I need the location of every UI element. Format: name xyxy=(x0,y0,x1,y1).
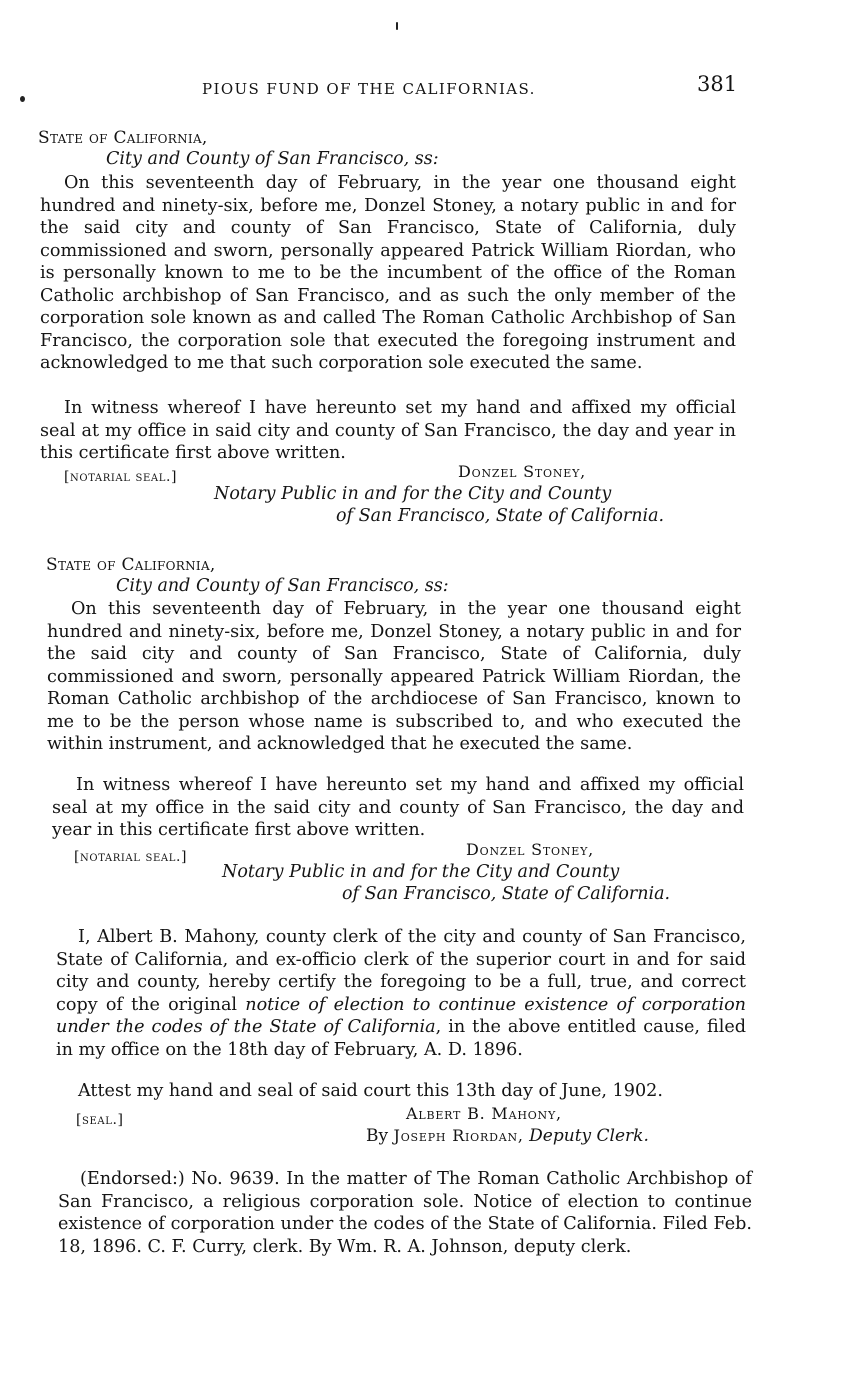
clerk-signature: Albert B. Mahony, xyxy=(406,1104,562,1123)
endorsement-paragraph: (Endorsed:) No. 9639. In the matter of The Roman Catholic Archbishop of San Francisco, a religious corporation sole. Notice of election to continue existence of corporation under the codes of the State of California. Filed Feb. 18, 1896. C. F. Curry, clerk. By Wm. R. A. Johnson, deputy clerk. xyxy=(58,1169,752,1257)
venue-state: State of California, xyxy=(38,128,208,148)
venue-county: City and County of San Francisco, ss: xyxy=(116,576,449,596)
deputy-name: Joseph Riordan, xyxy=(393,1126,524,1145)
deputy-signature-line xyxy=(366,1126,649,1146)
notary-signature: Donzel Stoney, xyxy=(458,462,587,481)
deputy-title: Deputy Clerk. xyxy=(523,1126,649,1146)
print-speck xyxy=(20,96,25,102)
venue-state: State of California, xyxy=(46,555,216,575)
venue-county: City and County of San Francisco, ss: xyxy=(106,149,439,169)
acknowledgment-paragraph: On this seventeenth day of February, in the year one thousand eight hundred and ninety-six, before me, Donzel Stoney, a notary public in and for the said city and county of San Francisco, State of California, duly commissioned and sworn, personally appeared Patrick William Riordan, the Roman Catholic archbishop of the archdiocese of San Francisco, known to me to be the person whose name is subscribed to, and who executed the within instrument, and acknowledged that he executed the same. xyxy=(47,599,741,754)
clerk-certification-text-end: , in the above entitled cause, filed in my office on the 18th day of February, A. D. 1896. xyxy=(56,1017,747,1060)
by-prefix: By xyxy=(366,1126,394,1146)
notice-title-italic: notice of election to continue existence of corporation under the codes of the State of California xyxy=(56,994,746,1037)
notary-signature: Donzel Stoney, xyxy=(466,840,595,859)
notary-title-line-2: of San Francisco, State of California. xyxy=(342,884,671,904)
notarial-seal-label: [notarial seal.] xyxy=(74,849,188,865)
clerk-certification-paragraph xyxy=(56,926,746,1061)
witness-paragraph: In witness whereof I have hereunto set my hand and affixed my official seal at my office in the said city and county of San Francisco, the day and year in this certificate first above written. xyxy=(52,775,744,840)
court-seal-label: [seal.] xyxy=(76,1112,124,1128)
notary-title-line-1: Notary Public in and for the City and County xyxy=(214,484,612,504)
print-speck xyxy=(396,22,398,30)
page-number: 381 xyxy=(697,72,738,96)
clerk-certification-text: I, Albert B. Mahony, county clerk of the city and county of San Francisco, State of California, and ex-officio clerk of the superior court in and for said city and county, hereby certify the foregoing to be a full, true, and correct copy of the original xyxy=(56,927,746,1015)
notarial-seal-label: [notarial seal.] xyxy=(64,469,178,485)
running-header-title: PIOUS FUND OF THE CALIFORNIAS. xyxy=(202,80,536,98)
attest-line: Attest my hand and seal of said court this 13th day of June, 1902. xyxy=(78,1081,663,1101)
notary-title-line-2: of San Francisco, State of California. xyxy=(336,506,665,526)
witness-paragraph: In witness whereof I have hereunto set my hand and affixed my official seal at my office in said city and county of San Francisco, the day and year in this certificate first above written. xyxy=(40,398,736,463)
notary-title-line-1: Notary Public in and for the City and County xyxy=(222,862,620,882)
acknowledgment-paragraph: On this seventeenth day of February, in the year one thousand eight hundred and ninety-six, before me, Donzel Stoney, a notary public in and for the said city and county of San Francisco, State of California, duly commissioned and sworn, personally appeared Patrick William Riordan, who is personally known to me to be the incumbent of the office of the Roman Catholic archbishop of San Francisco, and as such the only member of the corporation sole known as and called The Roman Catholic Archbishop of San Francisco, the corporation sole that executed the foregoing instrument and acknowledged to me that such corporation sole executed the same. xyxy=(40,173,736,373)
